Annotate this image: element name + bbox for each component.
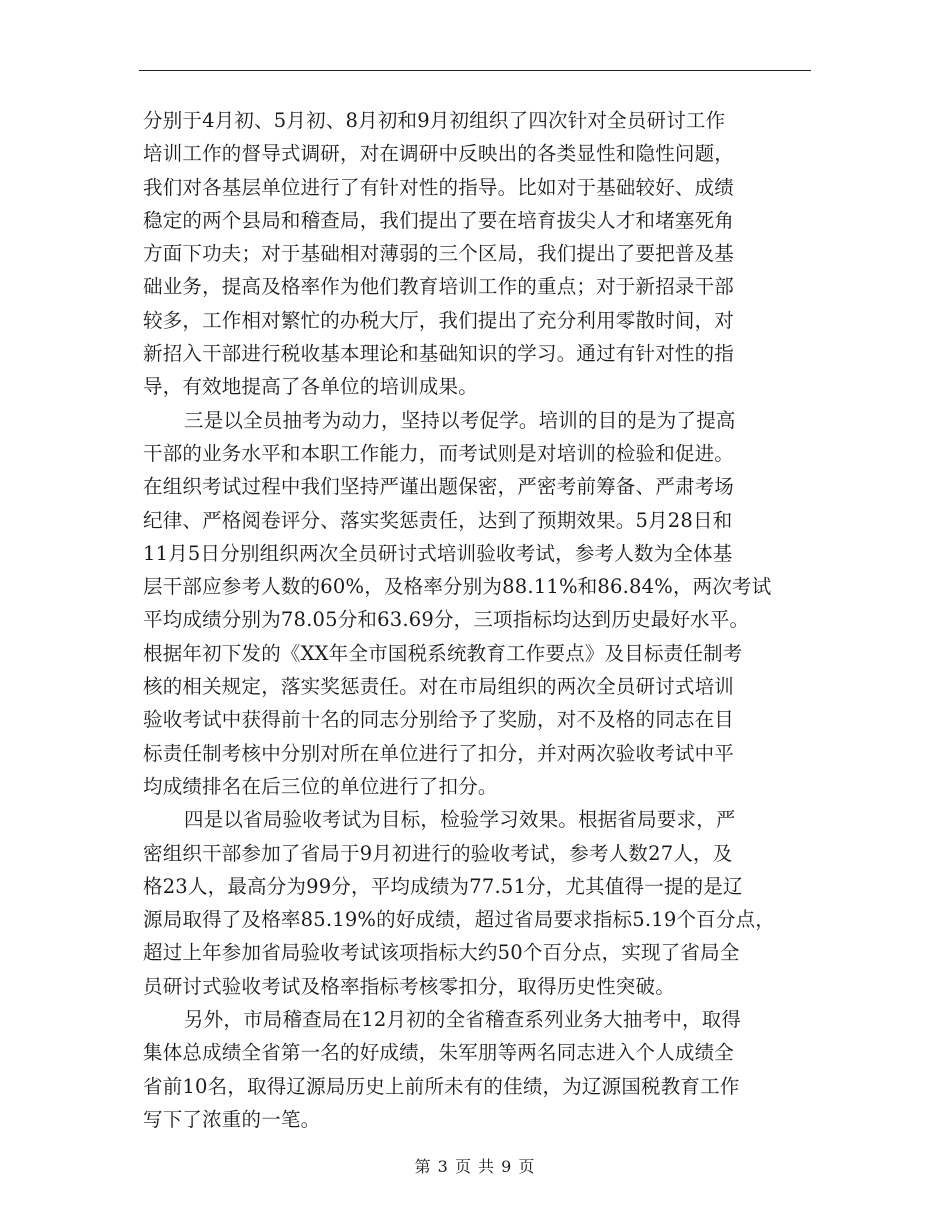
text-line: 培训工作的督导式调研，对在调研中反映出的各类显性和隐性问题，: [143, 142, 735, 166]
text-line: 我们对各基层单位进行了有针对性的指导。比如对于基础较好、成绩: [143, 175, 735, 199]
text-line: 验收考试中获得前十名的同志分别给予了奖励，对不及格的同志在目: [143, 708, 735, 732]
paragraph: [143, 104, 823, 404]
text-line: 方面下功夫；对于基础相对薄弱的三个区局，我们提出了要把普及基: [143, 242, 735, 266]
text-line: 源局取得了及格率85.19%的好成绩，超过省局要求指标5.19个百分点，: [143, 908, 775, 932]
text-line: 密组织干部参加了省局于9月初进行的验收考试，参考人数27人，及: [143, 841, 733, 865]
text-line: 平均成绩分别为78.05分和63.69分，三项指标均达到历史最好水平。: [143, 608, 750, 632]
text-line: 较多，工作相对繁忙的办税大厅，我们提出了充分利用零散时间，对: [143, 308, 735, 332]
text-line: 新招入干部进行税收基本理论和基础知识的学习。通过有针对性的指: [143, 342, 735, 366]
text-line: 稳定的两个县局和稽查局，我们提出了要在培育拔尖人才和堵塞死角: [143, 208, 735, 232]
text-line: 在组织考试过程中我们坚持严谨出题保密，严密考前筹备、严肃考场: [143, 475, 735, 499]
text-line: 省前10名，取得辽源局历史上前所未有的佳绩，为辽源国税教育工作: [143, 1074, 740, 1098]
text-line: 标责任制考核中分别对所在单位进行了扣分，并对两次验收考试中平: [143, 741, 735, 765]
text-line: 超过上年参加省局验收考试该项指标大约50个百分点，实现了省局全: [143, 941, 740, 965]
text-line: 干部的业务水平和本职工作能力，而考试则是对培训的检验和促进。: [143, 441, 735, 465]
text-line: 格23人，最高分为99分，平均成绩为77.51分，尤其值得一提的是辽: [143, 874, 743, 898]
text-line: 根据年初下发的《XX年全市国税系统教育工作要点》及目标责任制考: [143, 641, 743, 665]
text-line: 导，有效地提高了各单位的培训成果。: [143, 375, 478, 399]
text-line: 四是以省局验收考试为目标，检验学习效果。根据省局要求，严: [184, 808, 736, 832]
text-line: 11月5日分别组织两次全员研讨式培训验收考试，参考人数为全体基: [143, 541, 733, 565]
text-line: 分别于4月初、5月初、8月初和9月初组织了四次针对全员研讨工作: [143, 109, 726, 132]
text-line: 纪律、严格阅卷评分、落实奖惩责任，达到了预期效果。5月28日和: [143, 508, 733, 532]
paragraph: [143, 1003, 823, 1136]
text-line: 另外，市局稽查局在12月初的全省稽查系列业务大抽考中，取得: [184, 1008, 742, 1032]
text-line: 核的相关规定，落实奖惩责任。对在市局组织的两次全员研讨式培训: [143, 675, 735, 699]
text-line: 集体总成绩全省第一名的好成绩，朱军朋等两名同志进入个人成绩全: [143, 1041, 735, 1065]
text-line: 员研讨式验收考试及格率指标考核零扣分，取得历史性突破。: [143, 974, 675, 998]
text-line: 均成绩排名在后三位的单位进行了扣分。: [143, 774, 498, 798]
header-rule: [139, 70, 811, 71]
paragraph: [143, 404, 823, 804]
text-line: 础业务，提高及格率作为他们教育培训工作的重点；对于新招录干部: [143, 275, 735, 299]
paragraph: [143, 803, 823, 1003]
text-line: 层干部应参考人数的60%，及格率分别为88.11%和86.84%，两次考试: [143, 575, 772, 599]
page-footer: 第 3 页 共 9 页: [414, 1157, 536, 1176]
text-line: 三是以全员抽考为动力，坚持以考促学。培训的目的是为了提高: [184, 408, 736, 432]
document-body: [143, 104, 823, 1136]
text-line: 写下了浓重的一笔。: [143, 1107, 321, 1131]
